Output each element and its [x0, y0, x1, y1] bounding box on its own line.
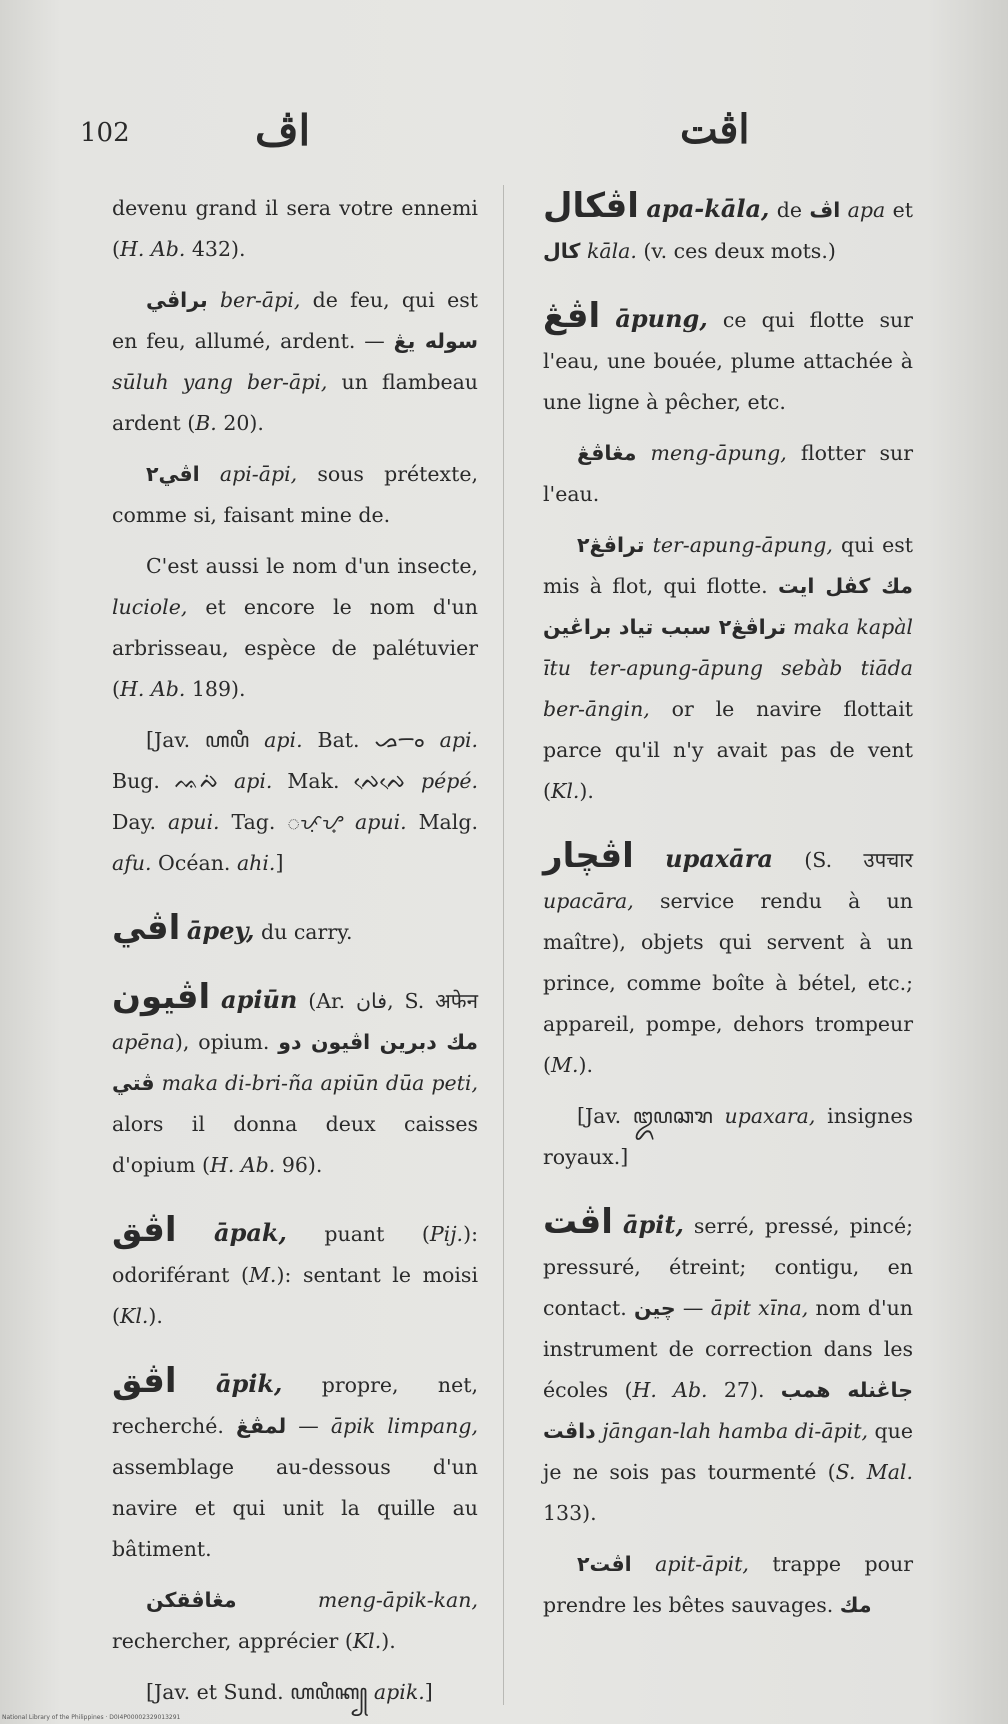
entry-text: 27). — [707, 1378, 781, 1402]
dictionary-entry — [543, 838, 913, 1086]
arabic-script: اڤي — [112, 908, 181, 948]
entry-text: service rendu à un maître), objets qui servent à un prince, comme boîte à bétel, etc.; appareil, pompe, dehors trompeur ( — [543, 889, 913, 1077]
dictionary-entry — [543, 298, 913, 423]
arabic-script: مك دبرين اڤيون دو ڤتي — [112, 1030, 478, 1095]
entry-text: upacāra, — [543, 889, 634, 913]
entry-text: maka kapàl ītu ter-apung-āpung sebàb tiāda ber-āngin, — [543, 615, 913, 721]
entry-text: sūluh yang ber-āpi, — [112, 370, 328, 394]
entry-text: 432). — [185, 237, 246, 261]
arabic-script: اڤ — [809, 198, 841, 222]
entry-text: C'est aussi le nom d'un insecte, — [146, 554, 478, 578]
entry-text: meng-āpung, — [650, 441, 787, 465]
entry-text: api-āpi, — [219, 462, 298, 486]
arabic-script: مك كڤل ايت تراڤڠ٢ سبب تياد براڠين — [543, 574, 913, 639]
entry-text: Mak. ᨄᨙᨄᨙ — [272, 769, 421, 793]
dictionary-entry — [112, 188, 478, 270]
arabic-script: مڠاڤقكن — [146, 1588, 237, 1612]
entry-text: or le navire flottait parce qu'il n'y avait pas de vent ( — [543, 697, 913, 803]
arabic-script: براڤي — [146, 288, 208, 312]
column-divider — [503, 185, 504, 1705]
entry-text: insignes royaux.] — [543, 1104, 913, 1169]
entry-text: [Jav. et Sund. ꦲꦥꦶꦏ꧀ — [146, 1680, 374, 1704]
entry-text: meng-āpik-kan, — [317, 1588, 478, 1612]
dictionary-entry — [112, 280, 478, 444]
dictionary-entry — [543, 525, 913, 812]
headword: āpik, — [215, 1369, 283, 1398]
dictionary-entry — [543, 433, 913, 515]
dictionary-entry — [112, 1363, 478, 1570]
entry-text: et encore le nom d'un arbrisseau, espèce de palétuvier ( — [112, 595, 478, 701]
entry-text: rechercher, apprécier ( — [112, 1629, 353, 1653]
entry-text: Kl. — [120, 1304, 149, 1328]
dictionary-entry — [543, 1096, 913, 1178]
entry-text: flotter sur l'eau. — [543, 441, 913, 506]
dictionary-entry — [112, 454, 478, 536]
entry-text: B. — [195, 411, 217, 435]
entry-text — [613, 1214, 623, 1238]
right-column — [543, 188, 913, 1636]
entry-text — [155, 1071, 162, 1095]
entry-text: luciole, — [112, 595, 188, 619]
entry-text — [210, 989, 221, 1013]
entry-text: ). — [578, 1053, 594, 1077]
entry-text: de feu, qui est en feu, allumé, ardent. — — [112, 288, 478, 353]
arabic-script: سوله يڠ — [393, 329, 479, 353]
dictionary-entry — [112, 546, 478, 710]
arabic-script: اڤت٢ — [577, 1552, 632, 1576]
dictionary-entry — [543, 188, 913, 272]
entry-text: afu. — [112, 851, 152, 875]
entry-text: ): odoriférant ( — [112, 1222, 478, 1287]
entry-text: ] — [424, 1680, 433, 1704]
entry-text: api. — [264, 728, 303, 752]
entry-text: ] — [275, 851, 284, 875]
entry-text: [Jav. ꦲꦥꦶ — [146, 728, 265, 752]
entry-text: H. Ab. — [209, 1153, 276, 1177]
arabic-script: اڤچار — [543, 836, 634, 876]
arabic-script: اڤكال — [543, 186, 639, 226]
headword: āpak, — [214, 1218, 287, 1247]
entry-text: M. — [551, 1053, 579, 1077]
entry-text: — — [675, 1296, 711, 1320]
entry-text: ). — [579, 779, 594, 803]
dictionary-entry — [112, 1580, 478, 1662]
arabic-script: مك — [839, 1593, 872, 1617]
arabic-script: اڤيون — [112, 977, 211, 1017]
entry-text: apēna — [112, 1030, 175, 1054]
entry-text: S. Mal. — [835, 1460, 913, 1484]
scan-footer: National Library of the Philippines · D0I4P00002329013291 — [2, 1714, 181, 1721]
entry-text — [636, 441, 650, 465]
dictionary-entry — [112, 979, 478, 1186]
entry-text: Tag. ᜀᜉᜓᜌ᜔ — [219, 810, 356, 834]
entry-text: M. — [248, 1263, 277, 1287]
entry-text: serré, pressé, pincé; pressuré, étreint; contigu, en contact. — [543, 1214, 913, 1320]
headword: apa-kāla, — [646, 194, 770, 223]
entry-text: apui. — [167, 810, 220, 834]
entry-text: ). — [381, 1629, 396, 1653]
entry-text — [177, 1373, 216, 1397]
entry-text: H. Ab. — [632, 1378, 708, 1402]
entry-text: ), opium. — [174, 1030, 279, 1054]
entry-text — [632, 1552, 656, 1576]
arabic-script: اڤت — [543, 1202, 613, 1242]
entry-text: Kl. — [551, 779, 580, 803]
dictionary-entry — [543, 1204, 913, 1534]
entry-text: (v. ces deux mots.) — [636, 239, 836, 263]
entry-text: assemblage au-dessous d'un navire et qui unit la quille au bâtiment. — [112, 1455, 478, 1561]
entry-text: maka di-bri-ña apiūn dūa peti, — [161, 1071, 478, 1095]
entry-text: jāngan-lah hamba di-āpit, — [602, 1419, 868, 1443]
entry-text: Malg. — [406, 810, 478, 834]
entry-text: ): sentant le moisi ( — [112, 1263, 478, 1328]
entry-text: apa — [847, 198, 886, 222]
headword: āpit, — [622, 1210, 684, 1239]
entry-text: de — [769, 198, 810, 222]
entry-text: H. Ab. — [120, 677, 186, 701]
headword: upaxāra — [665, 844, 773, 873]
entry-text: apik. — [373, 1680, 425, 1704]
entry-text: apit-āpit, — [655, 1552, 749, 1576]
entry-text — [237, 1588, 318, 1612]
dictionary-entry — [112, 910, 478, 953]
entry-text: [Jav. ꦈꦥꦕꦫ — [577, 1104, 725, 1128]
entry-text: — — [286, 1414, 331, 1438]
dictionary-entry — [543, 1544, 913, 1626]
entry-text: trappe pour prendre les bêtes sauvages. — [543, 1552, 913, 1617]
arabic-script: كال — [543, 239, 581, 263]
entry-text: nom d'un instrument de correction dans les écoles ( — [543, 1296, 913, 1402]
entry-text: et — [885, 198, 913, 222]
entry-text: 20). — [216, 411, 264, 435]
arabic-script: اڤي٢ — [146, 462, 200, 486]
dictionary-entry — [112, 1212, 478, 1337]
arabic-script: جاڠنله همب داڤت — [543, 1378, 913, 1443]
entry-text: ahi. — [236, 851, 276, 875]
entry-text: pépé. — [420, 769, 478, 793]
entry-text: ). — [148, 1304, 163, 1328]
entry-text: kāla. — [586, 239, 637, 263]
arabic-script: تراڤڠ٢ — [577, 533, 645, 557]
entry-text — [600, 308, 615, 332]
entry-text: sous prétexte, comme si, faisant mine de. — [112, 462, 478, 527]
entry-text: (S. उपचार — [772, 848, 913, 872]
entry-text — [208, 288, 220, 312]
entry-text: Bug. ᨕᨄᨗ — [112, 769, 234, 793]
headword: āpung, — [615, 304, 708, 333]
arabic-script: اڤق — [112, 1361, 177, 1401]
entry-text: 96). — [275, 1153, 323, 1177]
entry-text — [634, 848, 665, 872]
arabic-script: مڠاڤڠ — [577, 441, 637, 465]
entry-text: Kl. — [352, 1629, 382, 1653]
entry-text: āpik limpang, — [330, 1414, 478, 1438]
entry-text — [644, 533, 652, 557]
entry-text: āpit xīna, — [710, 1296, 809, 1320]
entry-text: 189). — [185, 677, 246, 701]
entry-text: devenu grand il sera votre ennemi ( — [112, 196, 478, 261]
entry-text: (Ar. فان, S. अफेन — [297, 989, 478, 1013]
entry-text: H. Ab. — [120, 237, 186, 261]
arabic-script: اڤق — [112, 1210, 177, 1250]
entry-text: alors il donna deux caisses d'opium ( — [112, 1112, 478, 1177]
entry-text — [200, 462, 220, 486]
arabic-script: چين — [634, 1296, 676, 1320]
headword: āpey, — [186, 916, 255, 945]
dictionary-entry — [112, 720, 478, 884]
entry-text — [840, 198, 847, 222]
dictionary-entry — [112, 1672, 478, 1713]
entry-text: api. — [439, 728, 479, 752]
entry-text: api. — [233, 769, 273, 793]
left-column — [112, 188, 478, 1723]
headword: apiūn — [221, 985, 298, 1014]
entry-text: que je ne sois pas tourmenté ( — [543, 1419, 913, 1484]
entry-text: 133). — [543, 1501, 597, 1525]
entry-text: qui est mis à flot, qui flotte. — [543, 533, 913, 598]
entry-text: apui. — [355, 810, 407, 834]
entry-text: du carry. — [254, 920, 353, 944]
entry-text: Pij. — [429, 1222, 464, 1246]
entry-text: Day. — [112, 810, 168, 834]
running-head-right: اڤت — [680, 106, 750, 153]
entry-text: ce qui flotte sur l'eau, une bouée, plume attachée à une ligne à pêcher, etc. — [543, 308, 913, 414]
entry-text: propre, net, recherché. — [112, 1373, 478, 1438]
entry-text: ter-apung-āpung, — [652, 533, 833, 557]
running-head-left: اڤ — [255, 106, 311, 155]
entry-text: puant ( — [286, 1222, 430, 1246]
page-number: 102 — [80, 118, 130, 148]
arabic-script: لمڤڠ — [235, 1414, 287, 1438]
entry-text: ber-āpi, — [219, 288, 301, 312]
entry-text: un flambeau ardent ( — [112, 370, 479, 435]
entry-text — [177, 1222, 214, 1246]
arabic-script: اڤڠ — [543, 296, 601, 336]
entry-text: Bat. ᯀᯇᯪ — [302, 728, 440, 752]
entry-text: Océan. — [151, 851, 237, 875]
entry-text: upaxara, — [724, 1104, 816, 1128]
